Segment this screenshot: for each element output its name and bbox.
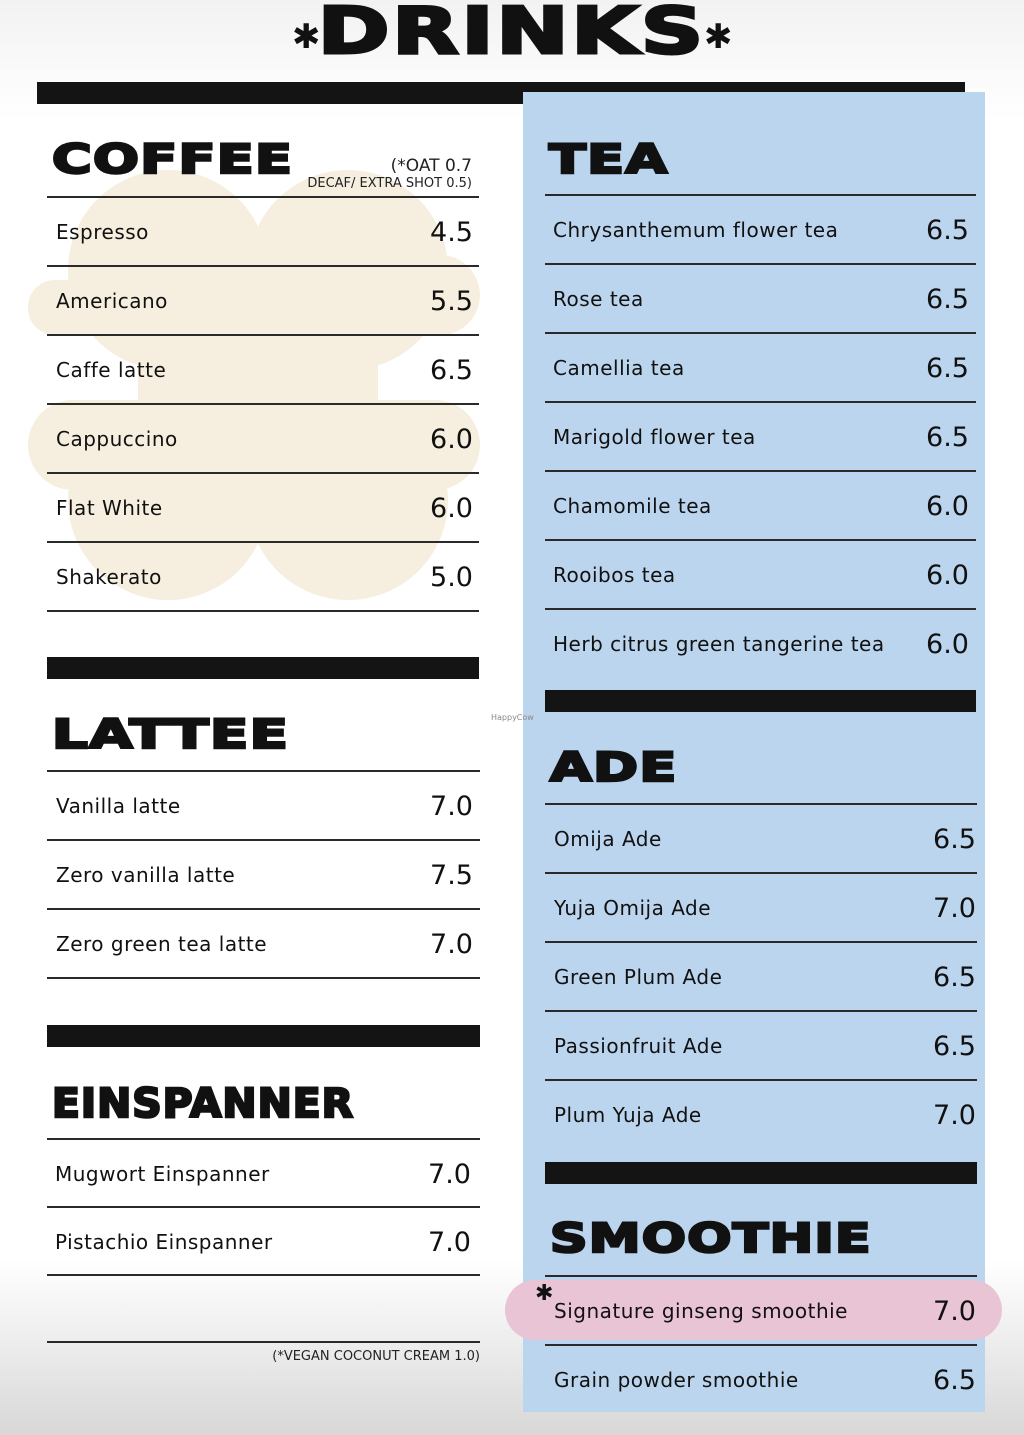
menu-item xyxy=(47,265,479,334)
rule xyxy=(47,977,480,979)
rule xyxy=(47,1274,480,1276)
menu-item-name: Grain powder smoothie xyxy=(554,1368,799,1392)
asterisk-flower-icon: ✱ xyxy=(535,1281,554,1306)
rule xyxy=(47,610,479,612)
menu-item-price: 6.5 xyxy=(926,422,969,453)
smoothie-heading: SMOOTHIE xyxy=(550,1216,872,1262)
menu-item-price: 6.5 xyxy=(933,1031,976,1062)
menu-item-price: 6.5 xyxy=(926,353,969,384)
menu-item-price: 6.0 xyxy=(926,629,969,660)
coffee-heading: COFFEE xyxy=(52,137,294,183)
menu-item xyxy=(47,403,479,472)
menu-item-name: Zero vanilla latte xyxy=(56,863,236,887)
menu-item-name: Americano xyxy=(56,289,168,313)
asterisk-flower-icon: ✱ xyxy=(704,17,733,57)
menu-item xyxy=(47,770,480,839)
menu-item-price: 6.0 xyxy=(430,493,473,524)
menu-item-price: 7.0 xyxy=(430,929,473,960)
menu-item-name: Rooibos tea xyxy=(553,563,676,587)
menu-item xyxy=(545,1275,977,1344)
menu-item-name: Yuja Omija Ade xyxy=(554,896,712,920)
rule xyxy=(47,1341,480,1343)
menu-item-price: 7.0 xyxy=(933,893,976,924)
section-divider-bar xyxy=(545,690,976,712)
menu-item-name: Pistachio Einspanner xyxy=(55,1230,273,1254)
menu-item-price: 6.5 xyxy=(926,215,969,246)
menu-item xyxy=(47,908,480,977)
menu-item xyxy=(47,839,480,908)
menu-item xyxy=(47,196,479,265)
lattee-heading: LATTEE xyxy=(52,712,290,758)
menu-item-price: 6.0 xyxy=(926,491,969,522)
menu-item-price: 5.5 xyxy=(430,286,473,317)
menu-item-name: Zero green tea latte xyxy=(56,932,268,956)
menu-item xyxy=(545,332,976,401)
coffee-note-decaf: DECAF/ EXTRA SHOT 0.5) xyxy=(307,176,472,191)
menu-item-name: Omija Ade xyxy=(554,827,662,851)
menu-item-price: 6.0 xyxy=(926,560,969,591)
menu-item xyxy=(47,1138,480,1206)
menu-item xyxy=(545,401,976,470)
menu-item-price: 4.5 xyxy=(430,217,473,248)
menu-item-name: Passionfruit Ade xyxy=(554,1034,723,1058)
menu-item-name: Shakerato xyxy=(56,565,162,589)
menu-item xyxy=(47,472,479,541)
asterisk-flower-icon: ✱ xyxy=(292,17,321,57)
menu-item xyxy=(545,1344,977,1413)
menu-item-price: 6.0 xyxy=(430,424,473,455)
menu-item-price: 7.0 xyxy=(428,1159,471,1190)
menu-item-price: 6.5 xyxy=(933,824,976,855)
menu-item-name: Signature ginseng smoothie xyxy=(554,1299,848,1323)
menu-item-price: 7.5 xyxy=(430,860,473,891)
menu-item-name: Chamomile tea xyxy=(553,494,712,518)
menu-item-name: Chrysanthemum flower tea xyxy=(553,218,839,242)
menu-item xyxy=(47,1206,480,1274)
coffee-note-oat: (*OAT 0.7 xyxy=(390,156,472,176)
tea-heading: TEA xyxy=(549,137,669,183)
menu-item xyxy=(545,872,977,941)
menu-item xyxy=(545,539,976,608)
section-divider-bar xyxy=(47,1025,480,1047)
menu-item-price: 7.0 xyxy=(933,1296,976,1327)
menu-item-price: 5.0 xyxy=(430,562,473,593)
menu-item-price: 7.0 xyxy=(428,1227,471,1258)
menu-item-name: Flat White xyxy=(56,496,163,520)
menu-item-name: Green Plum Ade xyxy=(554,965,723,989)
menu-item xyxy=(47,334,479,403)
menu-item xyxy=(545,194,976,263)
menu-item-name: Cappuccino xyxy=(56,427,178,451)
menu-item-price: 6.5 xyxy=(933,962,976,993)
vegan-cream-note: (*VEGAN COCONUT CREAM 1.0) xyxy=(272,1349,480,1364)
menu-item xyxy=(47,541,479,610)
menu-item-price: 7.0 xyxy=(430,791,473,822)
menu-item xyxy=(545,263,976,332)
menu-item-price: 6.5 xyxy=(933,1365,976,1396)
page-title: DRINKS xyxy=(317,0,707,69)
ade-heading: ADE xyxy=(550,745,678,791)
section-divider-bar xyxy=(545,1162,977,1184)
menu-item xyxy=(545,470,976,539)
einspanner-heading: EINSPANNER xyxy=(52,1081,355,1127)
menu-item-name: Camellia tea xyxy=(553,356,685,380)
menu-item xyxy=(545,803,977,872)
menu-item xyxy=(545,941,977,1010)
menu-item-name: Caffe latte xyxy=(56,358,167,382)
menu-item-name: Mugwort Einspanner xyxy=(55,1162,270,1186)
watermark: HappyCow xyxy=(491,713,534,722)
menu-item xyxy=(545,1079,977,1148)
menu-item-price: 6.5 xyxy=(430,355,473,386)
menu-item-name: Vanilla latte xyxy=(56,794,181,818)
section-divider-bar xyxy=(47,657,479,679)
menu-item-name: Marigold flower tea xyxy=(553,425,756,449)
menu-item-name: Herb citrus green tangerine tea xyxy=(553,632,885,656)
menu-item xyxy=(545,1010,977,1079)
menu-item-price: 6.5 xyxy=(926,284,969,315)
menu-item-price: 7.0 xyxy=(933,1100,976,1131)
menu-item-name: Plum Yuja Ade xyxy=(554,1103,702,1127)
menu-item xyxy=(545,608,976,677)
menu-item-name: Rose tea xyxy=(553,287,644,311)
menu-item-name: Espresso xyxy=(56,220,149,244)
